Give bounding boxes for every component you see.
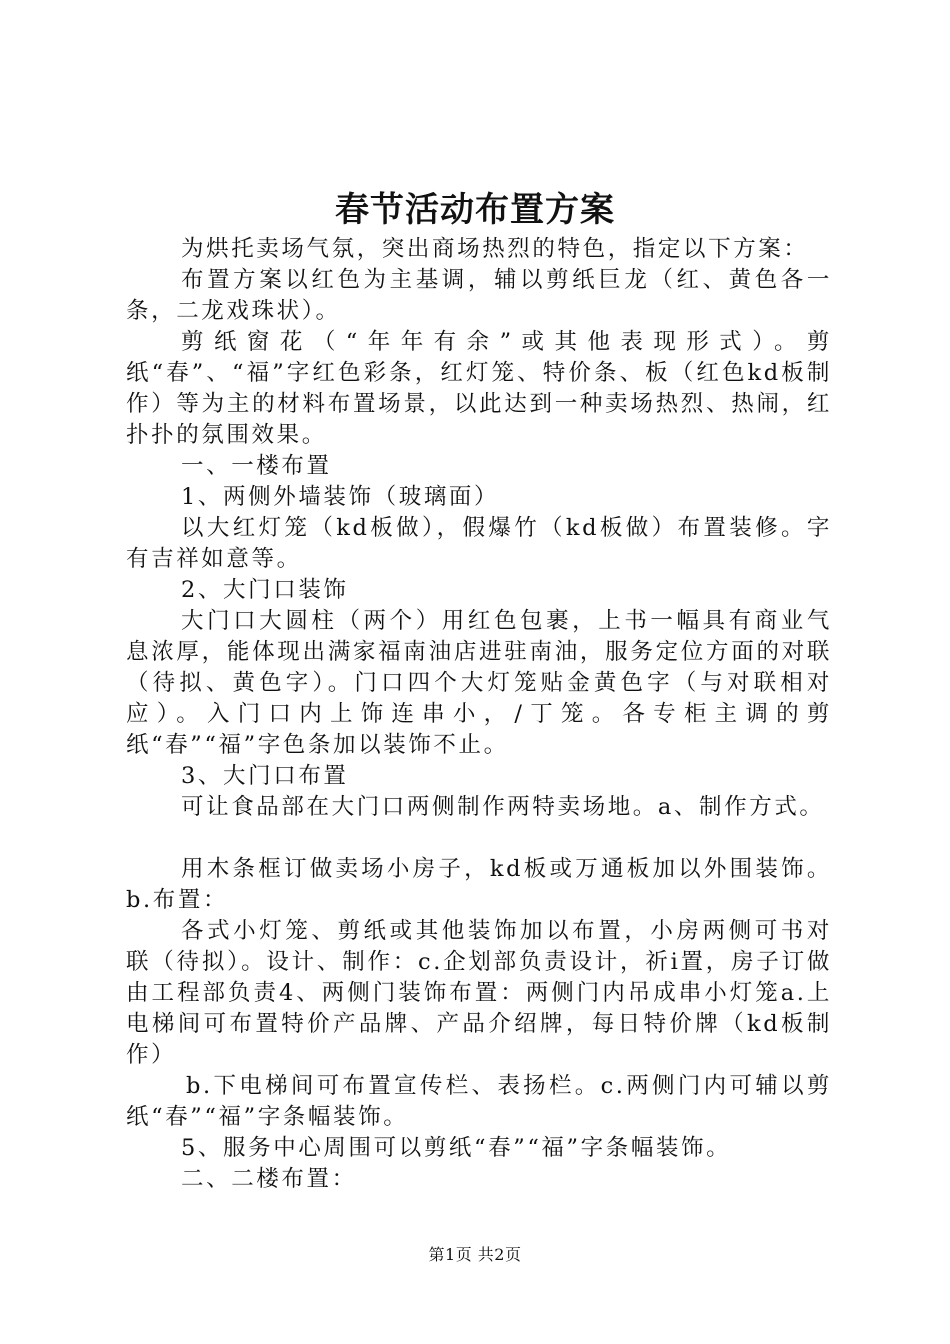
document-body bbox=[126, 234, 832, 1195]
paragraph-scheme: 布置方案以红色为主基调，辅以剪纸巨龙（红、黄色各一条，二龙戏珠状）。 bbox=[126, 267, 832, 324]
paragraph-intro: 为烘托卖场气氛，突出商场热烈的特色，指定以下方案： bbox=[181, 236, 809, 262]
paragraph-gap bbox=[126, 823, 832, 854]
paragraph-service-center: 5、服务中心周围可以剪纸“春”“福”字条幅装饰。 bbox=[181, 1135, 732, 1161]
paragraph-side-gate: 各式小灯笼、剪纸或其他装饰加以布置，小房两侧可书对联（待拟）。设计、制作：c.企划部负责设计，祈i置，房子订做由工程部负责4、两侧门装饰布置：两侧门内吊成串小灯笼a.上电梯间可布置特价产品牌、产品介绍牌，每日特价牌（kd板制作） bbox=[126, 918, 832, 1068]
heading-outer-wall: 1、两侧外墙装饰（玻璃面） bbox=[181, 484, 500, 510]
document-title: 春节活动布置方案 bbox=[335, 190, 615, 230]
heading-first-floor: 一、一楼布置 bbox=[181, 453, 332, 479]
paragraph-elevator: b.下电梯间可布置宣传栏、表扬栏。c.两侧门内可辅以剪纸“春”“福”字条幅装饰。 bbox=[126, 1073, 832, 1130]
paragraph-main-gate-decor: 大门口大圆柱（两个）用红色包裹，上书一幅具有商业气息浓厚，能体现出满家福南油店进驻南油，服务定位方面的对联（待拟、黄色字）。门口四个大灯笼贴金黄色字（与对联相对应）。入门口内上饰连串小，/丁笼。各专柜主调的剪纸“春”“福”字色条加以装饰不止。 bbox=[126, 608, 832, 758]
paragraph-small-house: 用木条框订做卖场小房子，kd板或万通板加以外围装饰。b.布置： bbox=[126, 856, 832, 913]
paragraph-paper-cut: 剪纸窗花（“年年有余”或其他表现形式）。剪纸“春”、“福”字红色彩条，红灯笼、特价条、板（红色kd板制作）等为主的材料布置场景，以此达到一种卖场热烈、热闹，红扑扑的氛围效果。 bbox=[126, 329, 832, 448]
page-number-footer: 第1页 共2页 bbox=[428, 1245, 522, 1264]
heading-second-floor: 二、二楼布置： bbox=[181, 1166, 357, 1192]
paragraph-outer-wall: 以大红灯笼（kd板做），假爆竹（kd板做）布置装修。字有吉祥如意等。 bbox=[126, 515, 832, 572]
heading-main-gate-decor: 2、大门口装饰 bbox=[181, 577, 349, 603]
paragraph-food-stalls: 可让食品部在大门口两侧制作两特卖场地。a、制作方式。 bbox=[181, 794, 825, 820]
heading-main-gate-layout: 3、大门口布置 bbox=[181, 763, 349, 789]
